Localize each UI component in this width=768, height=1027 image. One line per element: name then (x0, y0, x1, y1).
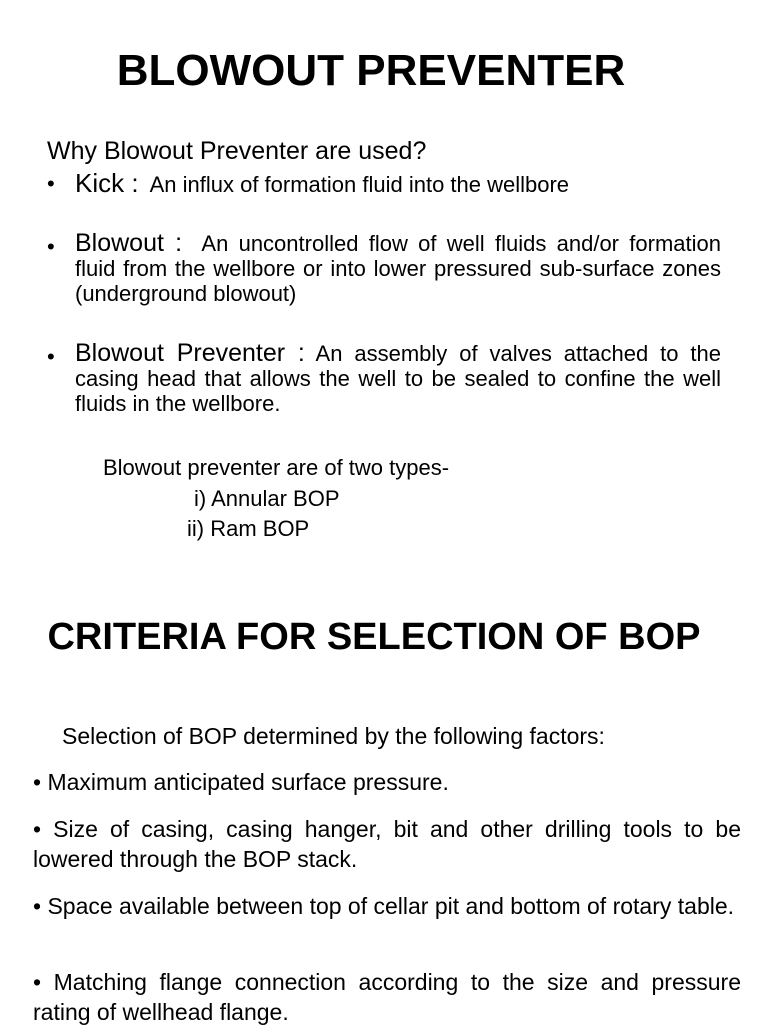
blowout-definition (75, 231, 721, 306)
factor-item: • Space available between top of cellar pit and bottom of rotary table. (33, 893, 735, 919)
factor-item: • Maximum anticipated surface pressure. (33, 769, 449, 795)
bullet-kick: • (47, 171, 55, 196)
type-annular: i) Annular BOP (194, 486, 340, 511)
bullet-bop: • (47, 344, 55, 369)
page-title: BLOWOUT PREVENTER (116, 46, 626, 95)
bop-text: An assembly of valves attached to the casing head that allows the well to be sealed to confine the well fluids in the wellbore. (75, 341, 721, 416)
kick-text: An influx of formation fluid into the wellbore (149, 172, 570, 197)
bop-term: Blowout Preventer : (75, 339, 305, 367)
factor-item: • Size of casing, casing hanger, bit and other drilling tools to be lowered through the BOP stack. (33, 816, 741, 872)
kick-definition (75, 167, 569, 201)
types-intro: Blowout preventer are of two types- (103, 455, 450, 480)
type-ram: ii) Ram BOP (187, 516, 310, 541)
blowout-text: An uncontrolled flow of well fluids and/or formation fluid from the wellbore or into lower pressured sub-surface zones (underground blowout) (75, 231, 721, 306)
question-heading: Why Blowout Preventer are used? (47, 137, 427, 165)
criteria-intro: Selection of BOP determined by the following factors: (62, 723, 605, 749)
criteria-title: CRITERIA FOR SELECTION OF BOP (47, 616, 701, 658)
blowout-term: Blowout : (75, 229, 183, 257)
kick-term: Kick : (75, 168, 139, 198)
bullet-blowout: • (47, 234, 55, 259)
factor-item: • Matching flange connection according to the size and pressure rating of wellhead flange. (33, 969, 741, 1025)
bop-definition (75, 341, 721, 416)
